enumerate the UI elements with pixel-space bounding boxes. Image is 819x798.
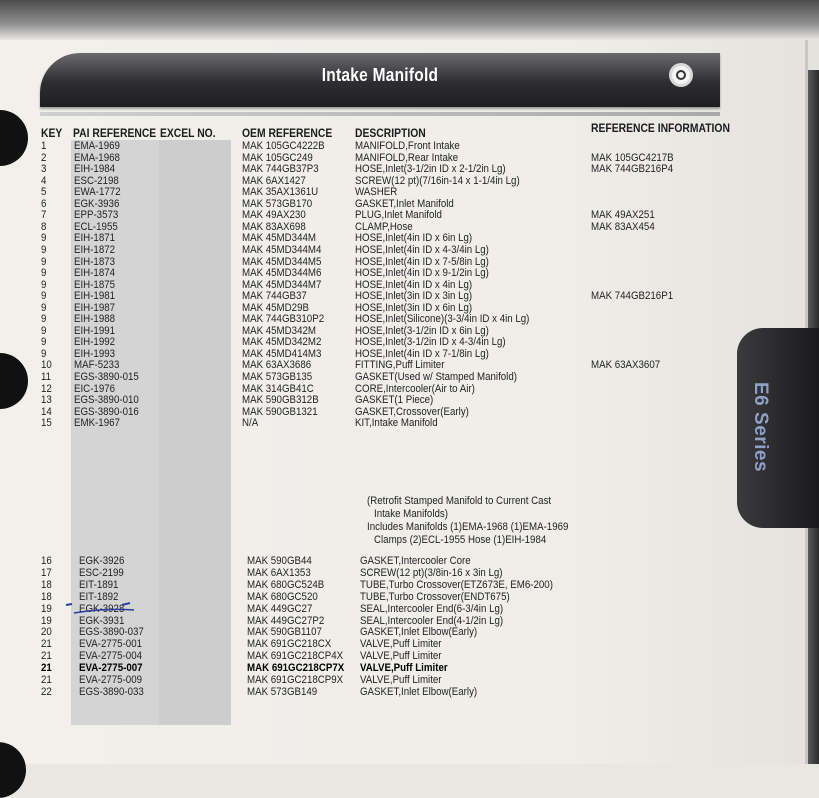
col-header-key: KEY bbox=[41, 128, 63, 140]
row-oem-reference: MAK 45MD344M bbox=[242, 232, 316, 245]
row-key: 11 bbox=[41, 371, 52, 383]
row-description: CLAMP,Hose bbox=[355, 220, 413, 233]
row-description: GASKET,Crossover(Early) bbox=[355, 405, 469, 418]
row-pai-reference: EGK-3928 bbox=[79, 602, 125, 615]
kit-note-line: Includes Manifolds (1)EMA-1968 (1)EMA-1969 bbox=[367, 521, 569, 533]
row-oem-reference: MAK 744GB37P3 bbox=[242, 163, 319, 176]
row-key: 7 bbox=[41, 209, 47, 222]
row-description: KIT,Intake Manifold bbox=[355, 417, 438, 430]
row-description: SCREW(12 pt)(7/16in-14 x 1-1/4in Lg) bbox=[355, 174, 520, 187]
row-key: 18 bbox=[41, 578, 52, 591]
row-reference-information: MAK 744GB216P1 bbox=[591, 290, 674, 303]
row-reference-information: MAK 83AX454 bbox=[591, 220, 655, 233]
row-pai-reference: EIT-1891 bbox=[79, 578, 119, 591]
row-oem-reference: MAK 45MD342M bbox=[242, 324, 316, 337]
row-description: SEAL,Intercooler End(4-1/2in Lg) bbox=[360, 614, 504, 627]
row-description: HOSE,Inlet(4in ID x 7-5/8in Lg) bbox=[355, 255, 489, 268]
row-pai-reference: EIH-1992 bbox=[74, 336, 116, 349]
row-pai-reference: EVA-2775-009 bbox=[79, 674, 143, 686]
row-key: 9 bbox=[41, 243, 47, 256]
row-oem-reference: MAK 691GC218CP9X bbox=[247, 674, 344, 686]
row-key: 19 bbox=[41, 614, 52, 627]
row-oem-reference: MAK 83AX698 bbox=[242, 220, 306, 233]
side-tab-label: E6 Series bbox=[750, 381, 771, 473]
row-pai-reference: EIH-1871 bbox=[74, 232, 116, 245]
row-description: CORE,Intercooler(Air to Air) bbox=[355, 382, 475, 395]
row-description: GASKET(Used w/ Stamped Manifold) bbox=[355, 371, 517, 383]
row-pai-reference: ESC-2199 bbox=[79, 566, 124, 579]
row-description: GASKET,Inlet Manifold bbox=[355, 197, 454, 210]
row-key: 12 bbox=[41, 382, 52, 395]
row-description: HOSE,Inlet(4in ID x 4-3/4in Lg) bbox=[355, 243, 489, 256]
handwritten-ink-mark bbox=[64, 596, 164, 618]
row-oem-reference: MAK 6AX1427 bbox=[242, 174, 306, 187]
row-description: HOSE,Inlet(3in ID x 3in Lg) bbox=[355, 290, 473, 303]
row-oem-reference: MAK 691GC218CP7X bbox=[247, 662, 345, 675]
row-pai-reference: EVA-2775-001 bbox=[79, 638, 143, 651]
row-key: 9 bbox=[41, 347, 47, 360]
row-key: 9 bbox=[41, 336, 47, 349]
row-oem-reference: MAK 63AX3686 bbox=[242, 359, 312, 372]
row-pai-reference: EGS-3890-010 bbox=[74, 394, 139, 407]
row-key: 9 bbox=[41, 255, 47, 268]
row-description: TUBE,Turbo Crossover(ENDT675) bbox=[360, 590, 510, 603]
row-oem-reference: MAK 573GB135 bbox=[242, 371, 313, 383]
row-key: 21 bbox=[41, 674, 52, 686]
row-pai-reference: EMA-1969 bbox=[74, 140, 120, 152]
row-description: FITTING,Puff Limiter bbox=[355, 359, 445, 372]
row-description: HOSE,Inlet(3in ID x 6in Lg) bbox=[355, 301, 473, 314]
row-oem-reference: MAK 590GB312B bbox=[242, 394, 319, 407]
row-key: 21 bbox=[41, 662, 52, 675]
row-reference-information: MAK 744GB216P4 bbox=[591, 163, 674, 176]
row-pai-reference: EPP-3573 bbox=[74, 209, 119, 222]
row-description: HOSE,Inlet(4in ID x 4in Lg) bbox=[355, 278, 473, 291]
row-pai-reference: EMA-1968 bbox=[74, 151, 120, 164]
row-pai-reference: EGK-3926 bbox=[79, 555, 125, 567]
row-oem-reference: MAK 691GC218CP4X bbox=[247, 650, 344, 663]
excel-column-shading bbox=[159, 140, 231, 725]
row-description: GASKET(1 Piece) bbox=[355, 394, 434, 407]
row-oem-reference: MAK 449GC27P2 bbox=[247, 614, 325, 627]
row-pai-reference: EIH-1874 bbox=[74, 267, 116, 280]
row-pai-reference: EIH-1988 bbox=[74, 313, 116, 326]
row-key: 10 bbox=[41, 359, 52, 372]
row-pai-reference: EGK-3936 bbox=[74, 197, 120, 210]
row-pai-reference: EIT-1892 bbox=[79, 590, 119, 603]
row-oem-reference: MAK 45MD414M3 bbox=[242, 347, 322, 360]
row-pai-reference: EGK-3931 bbox=[79, 614, 125, 627]
row-pai-reference: EIH-1984 bbox=[74, 163, 116, 176]
row-reference-information: MAK 105GC4217B bbox=[591, 151, 674, 164]
row-oem-reference: MAK 449GC27 bbox=[247, 602, 313, 615]
row-reference-information: MAK 49AX251 bbox=[591, 209, 655, 222]
row-key: 9 bbox=[41, 278, 47, 291]
row-oem-reference: MAK 590GB1107 bbox=[247, 626, 322, 639]
row-key: 1 bbox=[41, 140, 47, 152]
row-description: VALVE,Puff Limiter bbox=[360, 662, 448, 675]
kit-note-line: Clamps (2)ECL-1955 Hose (1)EIH-1984 bbox=[374, 534, 547, 546]
row-key: 8 bbox=[41, 220, 47, 233]
row-key: 9 bbox=[41, 313, 47, 326]
row-key: 2 bbox=[41, 151, 47, 164]
row-description: SEAL,Intercooler End(6-3/4in Lg) bbox=[360, 602, 504, 615]
kit-note-line: Intake Manifolds) bbox=[374, 508, 448, 520]
row-key: 13 bbox=[41, 394, 52, 407]
col-header-oem-reference: OEM REFERENCE bbox=[242, 128, 333, 140]
row-description: HOSE,Inlet(3-1/2in ID x 6in Lg) bbox=[355, 324, 489, 337]
row-key: 5 bbox=[41, 186, 47, 199]
row-pai-reference: EIH-1993 bbox=[74, 347, 116, 360]
row-description: SCREW(12 pt)(3/8in-16 x 3in Lg) bbox=[360, 566, 503, 579]
row-pai-reference: ECL-1955 bbox=[74, 220, 118, 233]
row-oem-reference: MAK 105GC4222B bbox=[242, 140, 325, 152]
row-pai-reference: EIH-1875 bbox=[74, 278, 116, 291]
row-pai-reference: EIH-1987 bbox=[74, 301, 116, 314]
row-description: HOSE,Inlet(3-1/2in ID x 4-3/4in Lg) bbox=[355, 336, 506, 349]
row-oem-reference: MAK 573GB170 bbox=[242, 197, 313, 210]
row-oem-reference: MAK 45MD342M2 bbox=[242, 336, 322, 349]
row-key: 18 bbox=[41, 590, 52, 603]
row-key: 14 bbox=[41, 405, 52, 418]
row-oem-reference: MAK 691GC218CX bbox=[247, 638, 332, 651]
row-oem-reference: MAK 45MD29B bbox=[242, 301, 309, 314]
row-key: 9 bbox=[41, 301, 47, 314]
col-header-pai-reference: PAI REFERENCE bbox=[73, 128, 157, 140]
row-description: MANIFOLD,Front Intake bbox=[355, 140, 460, 152]
row-description: HOSE,Inlet(3-1/2in ID x 2-1/2in Lg) bbox=[355, 163, 506, 176]
row-oem-reference: MAK 105GC249 bbox=[242, 151, 313, 164]
row-pai-reference: EGS-3890-016 bbox=[74, 405, 139, 418]
row-key: 20 bbox=[41, 626, 52, 639]
col-header-excel-no: EXCEL NO. bbox=[160, 128, 216, 140]
banner-underline bbox=[40, 112, 720, 116]
row-description: MANIFOLD,Rear Intake bbox=[355, 151, 459, 164]
row-pai-reference: EVA-2775-004 bbox=[79, 650, 143, 663]
row-oem-reference: MAK 314GB41C bbox=[242, 382, 314, 395]
row-oem-reference: MAK 45MD344M6 bbox=[242, 267, 322, 280]
row-description: HOSE,Inlet(4in ID x 7-1/8in Lg) bbox=[355, 347, 489, 360]
row-description: HOSE,Inlet(4in ID x 9-1/2in Lg) bbox=[355, 267, 489, 280]
row-key: 9 bbox=[41, 267, 47, 280]
row-description: TUBE,Turbo Crossover(ETZ673E, EM6-200) bbox=[360, 578, 553, 591]
row-key: 6 bbox=[41, 197, 47, 210]
row-pai-reference: EGS-3890-015 bbox=[74, 371, 139, 383]
row-pai-reference: EIC-1976 bbox=[74, 382, 116, 395]
row-pai-reference: EWA-1772 bbox=[74, 186, 121, 199]
row-pai-reference: EGS-3890-037 bbox=[79, 626, 144, 639]
kit-note-line: (Retrofit Stamped Manifold to Current Cast bbox=[367, 495, 552, 507]
row-pai-reference: EVA-2775-007 bbox=[79, 662, 143, 675]
row-key: 9 bbox=[41, 290, 47, 303]
row-description: VALVE,Puff Limiter bbox=[360, 650, 442, 663]
row-oem-reference: MAK 744GB37 bbox=[242, 290, 307, 303]
row-description: HOSE,Inlet(Silicone)(3-3/4in ID x 4in Lg) bbox=[355, 313, 530, 326]
row-key: 19 bbox=[41, 602, 52, 615]
row-pai-reference: EIH-1873 bbox=[74, 255, 116, 268]
page-title: Intake Manifold bbox=[321, 65, 439, 85]
row-pai-reference: EIH-1872 bbox=[74, 243, 116, 256]
row-pai-reference: EIH-1991 bbox=[74, 324, 116, 337]
row-oem-reference: MAK 680GC520 bbox=[247, 590, 318, 603]
row-oem-reference: MAK 590GB44 bbox=[247, 555, 312, 567]
row-oem-reference: MAK 680GC524B bbox=[247, 578, 325, 591]
row-oem-reference: MAK 45MD344M7 bbox=[242, 278, 322, 291]
row-oem-reference: MAK 45MD344M4 bbox=[242, 243, 322, 256]
col-header-description: DESCRIPTION bbox=[355, 128, 426, 140]
page-top-shadow bbox=[0, 0, 819, 40]
row-oem-reference: MAK 590GB1321 bbox=[242, 405, 318, 418]
col-header-reference-information: REFERENCE INFORMATION bbox=[591, 123, 730, 135]
row-reference-information: MAK 63AX3607 bbox=[591, 359, 661, 372]
row-description: VALVE,Puff Limiter bbox=[360, 674, 442, 686]
row-oem-reference: MAK 744GB310P2 bbox=[242, 313, 325, 326]
row-oem-reference: N/A bbox=[242, 417, 259, 430]
row-pai-reference: MAF-5233 bbox=[74, 359, 120, 372]
row-key: 17 bbox=[41, 566, 52, 579]
row-description: HOSE,Inlet(4in ID x 6in Lg) bbox=[355, 232, 473, 245]
row-pai-reference: EIH-1981 bbox=[74, 290, 116, 303]
row-key: 21 bbox=[41, 638, 52, 651]
row-oem-reference: MAK 35AX1361U bbox=[242, 186, 319, 199]
row-oem-reference: MAK 6AX1353 bbox=[247, 566, 311, 579]
row-key: 4 bbox=[41, 174, 47, 187]
row-key: 9 bbox=[41, 232, 47, 245]
row-description: PLUG,Inlet Manifold bbox=[355, 209, 442, 222]
row-key: 15 bbox=[41, 417, 52, 430]
section-banner bbox=[40, 53, 720, 107]
brand-logo-icon bbox=[669, 63, 693, 87]
row-key: 16 bbox=[41, 555, 52, 567]
row-pai-reference: ESC-2198 bbox=[74, 174, 119, 187]
row-description: GASKET,Inlet Elbow(Early) bbox=[360, 626, 478, 639]
row-key: 22 bbox=[41, 685, 52, 698]
row-pai-reference: EMK-1967 bbox=[74, 417, 120, 430]
row-oem-reference: MAK 573GB149 bbox=[247, 685, 318, 698]
row-description: GASKET,Intercooler Core bbox=[360, 555, 471, 567]
row-oem-reference: MAK 45MD344M5 bbox=[242, 255, 322, 268]
row-key: 9 bbox=[41, 324, 47, 337]
row-pai-reference: EGS-3890-033 bbox=[79, 685, 144, 698]
row-key: 3 bbox=[41, 163, 47, 176]
row-key: 21 bbox=[41, 650, 52, 663]
row-oem-reference: MAK 49AX230 bbox=[242, 209, 306, 222]
row-description: WASHER bbox=[355, 186, 398, 199]
row-description: VALVE,Puff Limiter bbox=[360, 638, 442, 651]
row-description: GASKET,Inlet Elbow(Early) bbox=[360, 685, 478, 698]
